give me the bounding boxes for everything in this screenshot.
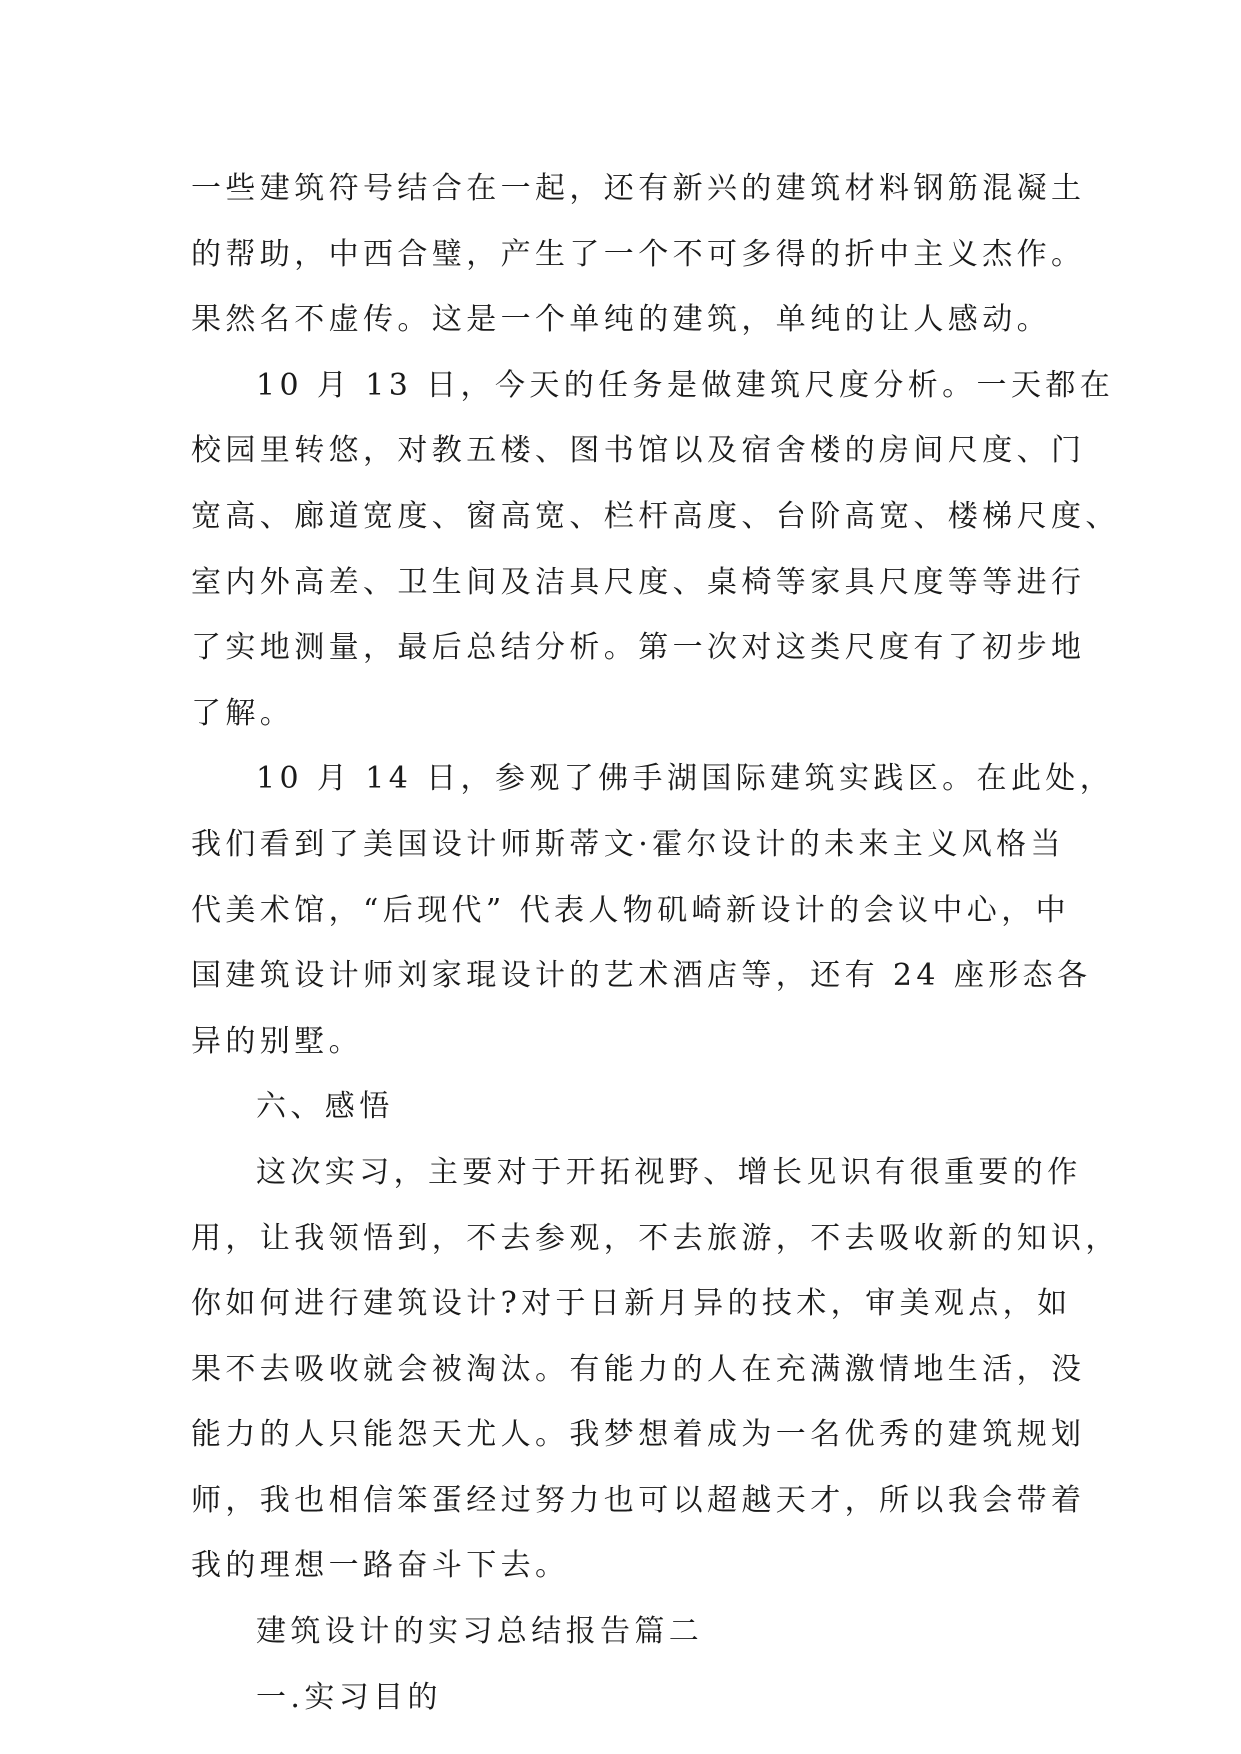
- text-line: 校园里转悠，对教五楼、图书馆以及宿舍楼的房间尺度、门: [191, 433, 1086, 469]
- text-line: 了解。: [191, 695, 295, 731]
- paragraph-start-line: 10 月 14 日，参观了佛手湖国际建筑实践区。在此处，: [256, 761, 1115, 797]
- text-line: 果然名不虚传。这是一个单纯的建筑，单纯的让人感动。: [191, 302, 1051, 338]
- article-title: 建筑设计的实习总结报告篇二: [256, 1614, 704, 1650]
- text-line: 宽高、廊道宽度、窗高宽、栏杆高度、台阶高宽、楼梯尺度、: [191, 498, 1120, 534]
- text-line: 异的别墅。: [191, 1023, 363, 1059]
- text-line: 一些建筑符号结合在一起，还有新兴的建筑材料钢筋混凝土: [191, 171, 1086, 206]
- text-line: 我们看到了美国设计师斯蒂文·霍尔设计的未来主义风格当: [191, 826, 1065, 862]
- text-line: 了实地测量，最后总结分析。第一次对这类尺度有了初步地: [191, 630, 1086, 666]
- text-line: 我的理想一路奋斗下去。: [191, 1548, 570, 1584]
- text-line: 你如何进行建筑设计?对于日新月异的技术，审美观点，如: [191, 1286, 1072, 1322]
- paragraph-start-line: 10 月 13 日，今天的任务是做建筑尺度分析。一天都在: [256, 367, 1115, 403]
- text-line: 能力的人只能怨天尤人。我梦想着成为一名优秀的建筑规划: [191, 1417, 1086, 1453]
- section-heading: 六、感悟: [256, 1089, 394, 1125]
- text-line: 国建筑设计师刘家琨设计的艺术酒店等，还有 24 座形态各: [191, 958, 1092, 994]
- section-heading: 一.实习目的: [256, 1679, 442, 1715]
- text-line: 代美术馆，“后现代” 代表人物矶崎新设计的会议中心，中: [191, 892, 1071, 928]
- text-line: 室内外高差、卫生间及洁具尺度、桌椅等家具尺度等等进行: [191, 564, 1086, 600]
- document-body: [191, 156, 1120, 1730]
- text-line: 果不去吸收就会被淘汰。有能力的人在充满激情地生活，没: [191, 1351, 1086, 1387]
- text-line: 的帮助，中西合璧，产生了一个不可多得的折中主义杰作。: [191, 236, 1086, 272]
- text-line: 用，让我领悟到，不去参观，不去旅游，不去吸收新的知识，: [191, 1220, 1120, 1256]
- paragraph-start-line: 这次实习，主要对于开拓视野、增长见识有很重要的作: [256, 1154, 1082, 1190]
- text-line: 师，我也相信笨蛋经过努力也可以超越天才，所以我会带着: [191, 1482, 1086, 1518]
